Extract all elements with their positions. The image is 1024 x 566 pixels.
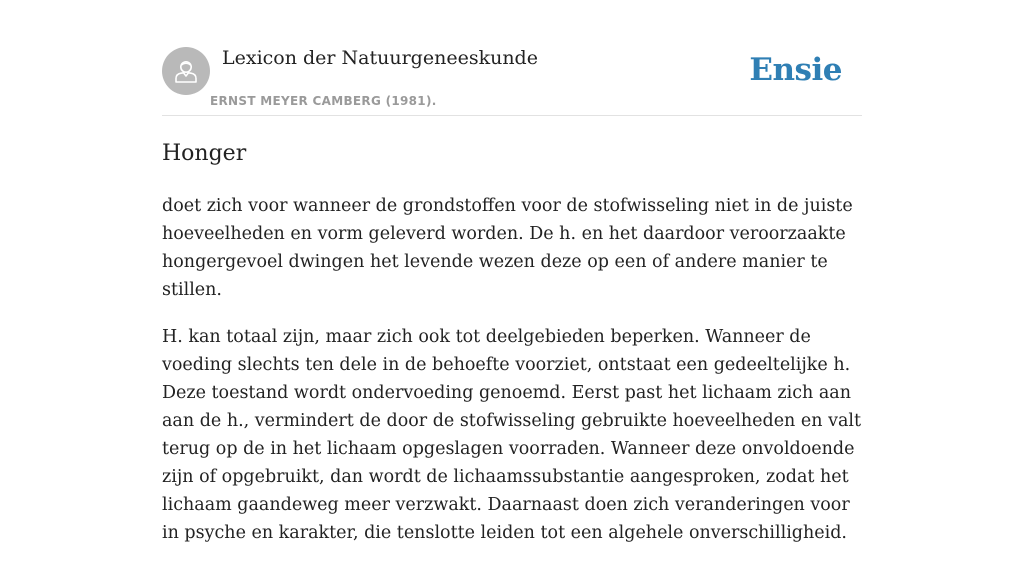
source-title-link[interactable]: Lexicon der Natuurgeneeskunde (222, 47, 538, 69)
user-icon (172, 57, 200, 85)
avatar[interactable] (162, 47, 210, 95)
source-header (162, 0, 862, 116)
content-container (162, 0, 862, 543)
article-body (162, 192, 862, 566)
article-title: Honger (162, 141, 247, 166)
paragraph: H. kan totaal zijn, maar zich ook tot deelgebieden beperken. Wanneer de voeding slechts ten dele in de behoefte voorziet, ontstaat een gedeeltelijke h. Deze toestand wordt ondervoeding genoemd. Eerst past het lichaam zich aan aan de h., vermindert de door de stofwisseling gebruikte hoeveelheden en valt terug op de in het lichaam opgeslagen voorraden. Wanneer deze onvoldoende zijn of opgebruikt, dan wordt de lichaamssubstantie aangesproken, zodat het lichaam gaandeweg meer verzwakt. Daarnaast doen zich veranderingen voor in psyche en karakter, die tenslotte leiden tot een algehele onverschilligheid. (162, 327, 862, 543)
paragraph: doet zich voor wanneer de grondstoffen voor de stofwisseling niet in de juiste hoeveelheden en vorm geleverd worden. De h. en het daardoor veroorzaakte hongergevoel dwingen het levende wezen deze op een of andere manier te stillen. (162, 196, 853, 300)
ensie-logo-link[interactable]: Ensie (749, 52, 842, 88)
source-author: ERNST MEYER CAMBERG (1981). (210, 94, 437, 108)
